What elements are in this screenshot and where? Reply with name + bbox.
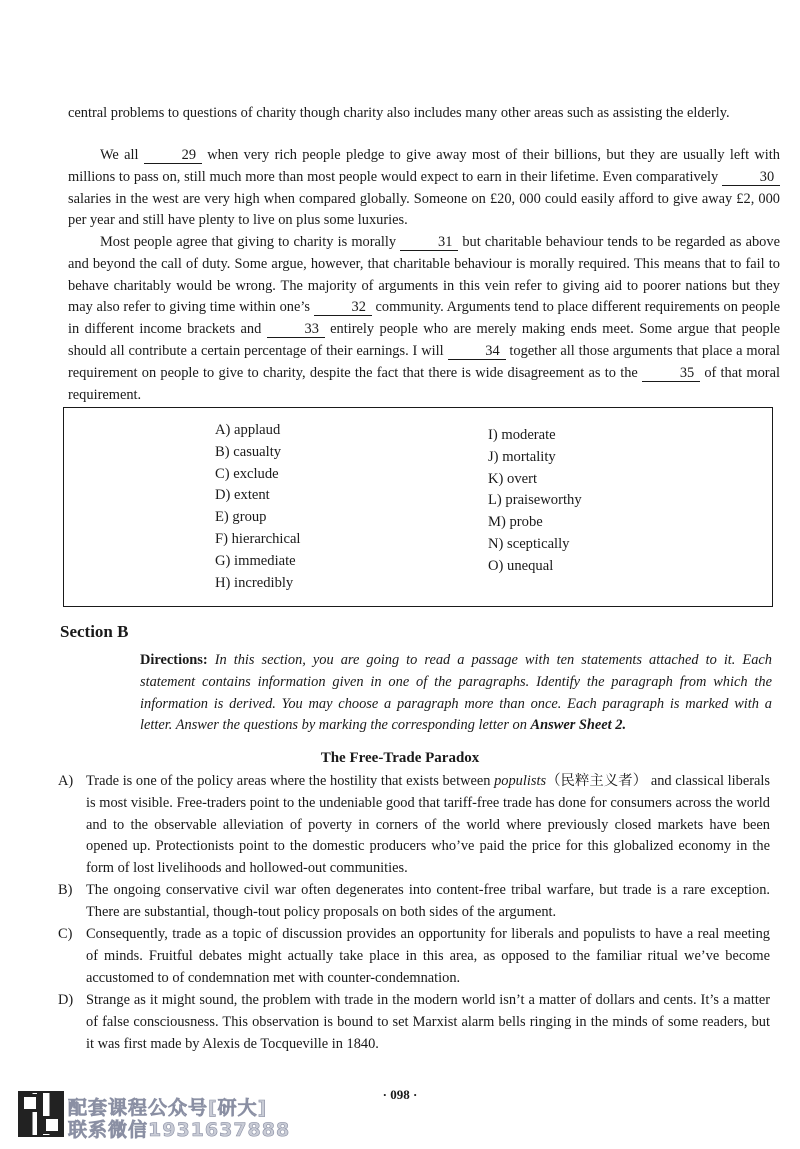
text-segment: We all: [100, 147, 139, 163]
text-segment: but charitable behaviour tends to be regarded as above and beyond the call of duty. Some argue, however, that charitable behaviour is morally required. This means that to fail to behave charitably would be wrong. The majority of arguments in this vein refer to giving aid to poorer nations but they may also refer to giving time within one’s: [68, 234, 780, 316]
term-populists: populists: [494, 773, 547, 789]
directions-body: In this section, you are going to read a passage with ten statements attached to it. Each statement contains information given in one of the paragraphs. Identify the paragraph from which the information is derived. You may choose a paragraph more than once. Each paragraph is marked with a letter. Answer the questions by marking the corresponding letter on: [140, 652, 772, 734]
text-segment: community. Arguments tend to place different requirements on people in different income brackets and: [68, 299, 780, 338]
option-g[interactable]: G) immediate: [215, 552, 296, 569]
text-segment: salaries in the west are very high when compared globally. Someone on £20, 000 could easily afford to give away £2, 000 per year and still have plenty to live on plus some luxuries.: [68, 190, 780, 229]
paragraph-label-c: C): [58, 926, 73, 942]
text-segment: when very rich people pledge to give away most of their billions, but they are usually left with millions to pass on, still much more than most people would expect to earn in their lifetime. Even comparatively: [68, 147, 780, 185]
chinese-gloss: （民粹主义者）: [546, 773, 648, 789]
option-e[interactable]: E) group: [215, 509, 267, 526]
answer-sheet-ref: Answer Sheet 2.: [530, 717, 627, 734]
promo-line-2: 联系微信1931637888: [68, 1119, 291, 1141]
paragraph-31-35: [68, 232, 780, 406]
option-b[interactable]: B) casualty: [215, 443, 282, 460]
option-l[interactable]: L) praiseworthy: [488, 492, 582, 509]
option-i[interactable]: I) moderate: [488, 427, 556, 443]
qr-code-icon: [18, 1091, 64, 1137]
option-h[interactable]: H) incredibly: [215, 574, 294, 591]
option-d[interactable]: D) extent: [215, 487, 270, 504]
text-segment: Trade is one of the policy areas where the hostility that exists between: [86, 773, 491, 789]
option-c[interactable]: C) exclude: [215, 465, 279, 482]
directions-text: [60, 650, 772, 737]
directions-label: Directions:: [140, 652, 208, 668]
blank-35[interactable]: 35: [642, 365, 700, 382]
text-segment: The ongoing conservative civil war often degenerates into content-free tribal warfare, but trade is a rare exception. There are substantial, though-tout policy proposals on both sides of the argument.: [86, 882, 770, 920]
word-bank-right-column: [488, 425, 582, 578]
option-n[interactable]: N) sceptically: [488, 535, 570, 552]
text-segment: of that moral requirement.: [68, 364, 780, 403]
text-segment: Strange as it might sound, the problem with trade in the modern world isn’t a matter of dollars and cents. It’s a matter of false consciousness. This observation is bound to set Marxist alarm bells ringing in the minds of some readers, but it was first made by Alexis de Tocqueville in 1840.: [86, 992, 770, 1052]
option-m[interactable]: M) probe: [488, 514, 543, 531]
option-k[interactable]: K) overt: [488, 470, 538, 487]
paragraph-c: [58, 924, 770, 989]
paragraph-a: [58, 771, 770, 880]
blank-33[interactable]: 33: [267, 321, 325, 338]
blank-34[interactable]: 34: [448, 343, 506, 360]
text-segment: Consequently, trade as a topic of discussion provides an opportunity for liberals and populists to have a real meeting of minds. Fruitful debates might actually take place in this area, as opposed to the familiar ritual we’ve become accustomed to of condemnation met with counter-condemnation.: [86, 926, 770, 986]
paragraph-label-a: A): [58, 773, 74, 789]
passage-title: The Free-Trade Paradox: [320, 750, 480, 766]
promo-line-1: 配套课程公众号[研大]: [68, 1097, 268, 1119]
word-bank-box: [63, 407, 773, 607]
text-segment: together all those arguments that place a moral requirement on people to give to charity, despite the fact that there is wide disagreement as to the: [68, 342, 781, 381]
text-segment: Most people agree that giving to charity is morally: [100, 234, 397, 250]
word-bank-left-column: [215, 420, 301, 594]
paragraph-29-30: [68, 145, 780, 232]
paragraph-label-b: B): [58, 882, 73, 898]
text-segment: entirely people who are merely making ends meet. Some argue that people should all contribute a certain percentage of their earnings. I will: [68, 321, 780, 359]
text-segment: and classical liberals is most visible. Free-traders point to the undeniable good that tariff-free trade has done for consumers across the world and to the observable alleviation of poverty in corners of the world where previously closed markets have been opened up. Protectionists point to the domestic producers who’ve paid the price for this globalized economy in the form of lost livelihoods and hollowed-out communities.: [86, 773, 770, 877]
option-j[interactable]: J) mortality: [488, 448, 556, 465]
paragraph-d: [58, 990, 770, 1055]
blank-30[interactable]: 30: [722, 169, 780, 186]
section-b-heading: Section B: [60, 622, 129, 641]
paragraph-label-d: D): [58, 992, 74, 1008]
paragraph-intro: central problems to questions of charity though charity also includes many other areas such as assisting the elderly.: [68, 105, 730, 121]
page-number: · 098 ·: [382, 1087, 418, 1102]
blank-29[interactable]: 29: [144, 147, 202, 164]
blank-31[interactable]: 31: [400, 234, 458, 251]
option-o[interactable]: O) unequal: [488, 557, 554, 574]
paragraph-b: [58, 880, 770, 924]
option-a[interactable]: A) applaud: [215, 422, 281, 438]
blank-32[interactable]: 32: [314, 299, 372, 316]
option-f[interactable]: F) hierarchical: [215, 530, 301, 547]
